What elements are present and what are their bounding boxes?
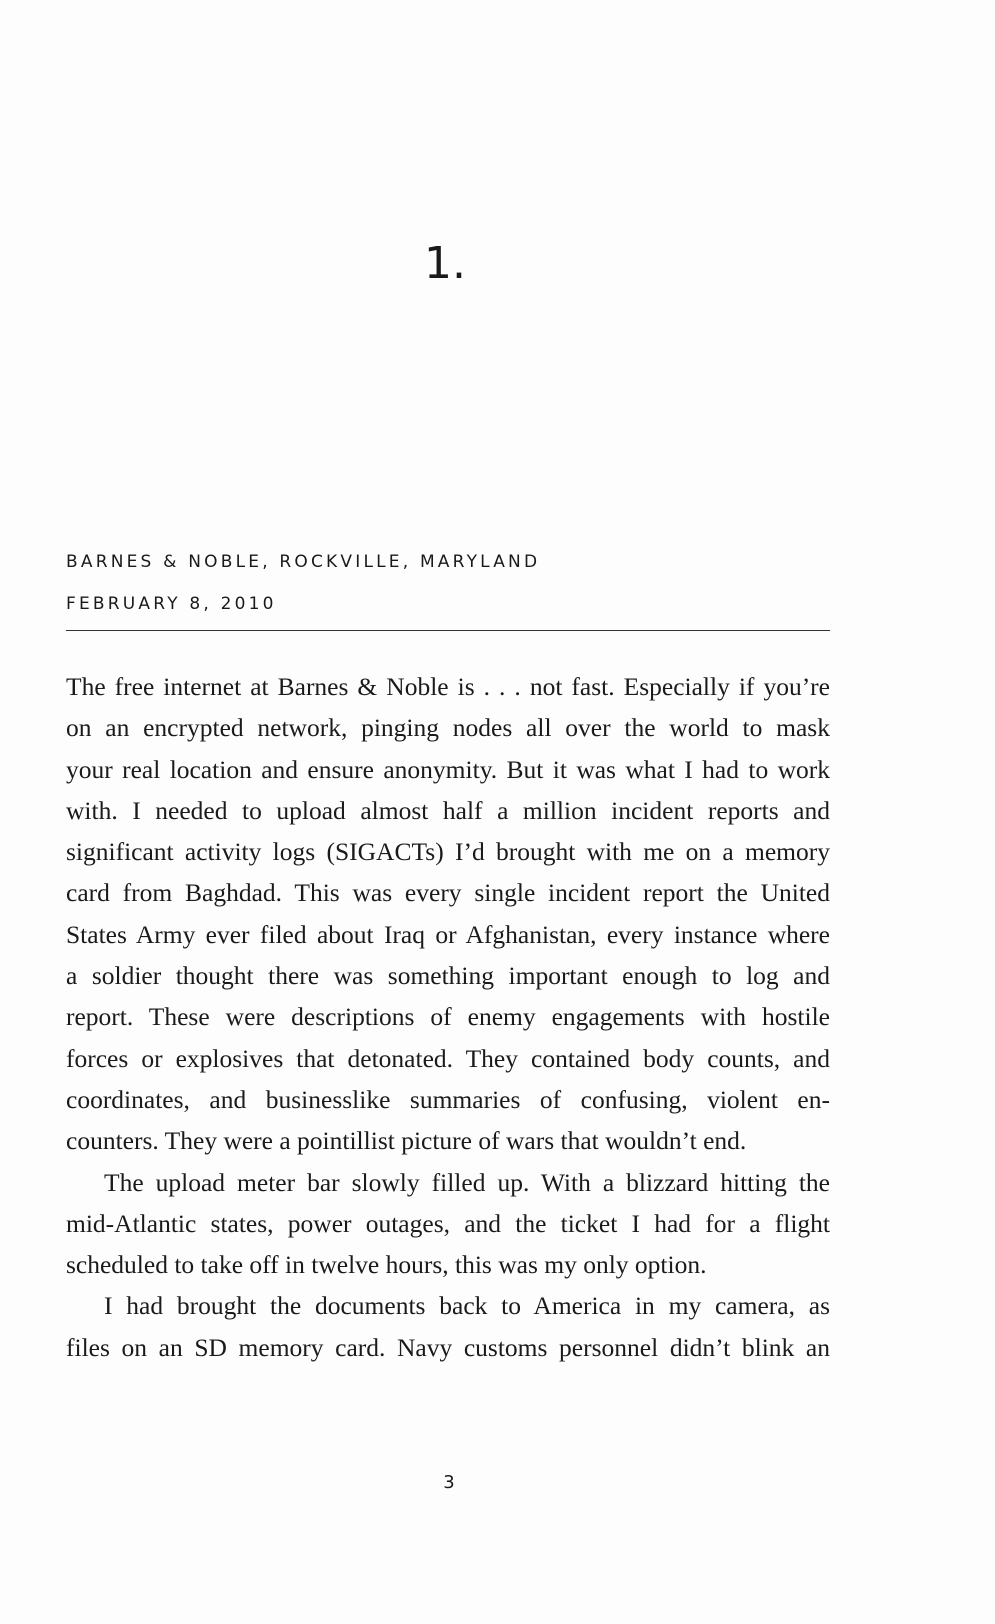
text-line: files on an SD memory card. Navy customs personnel didn’t blink an (66, 1332, 830, 1362)
text-line: a soldier thought there was something important enough to log and (66, 961, 830, 991)
text-line: The upload meter bar slowly filled up. With a blizzard hitting the (104, 1167, 830, 1197)
page-number: 3 (443, 1472, 455, 1493)
text-line: significant activity logs (SIGACTs) I’d brought with me on a memory (66, 837, 830, 867)
text-line: on an encrypted network, pinging nodes all over the world to mask (66, 713, 830, 743)
chapter-number: 1. (424, 238, 466, 289)
text-line: your real location and ensure anonymity. But it was what I had to work (66, 754, 830, 784)
paragraph-2 (66, 1162, 830, 1286)
text-line: forces or explosives that detonated. They contained body counts, and (66, 1043, 830, 1073)
text-line: scheduled to take off in twelve hours, this was my only option. (66, 1250, 707, 1280)
paragraph-1 (66, 666, 830, 1162)
text-line: I had brought the documents back to America in my camera, as (104, 1291, 830, 1321)
location-heading: BARNES & NOBLE, ROCKVILLE, MARYLAND (66, 552, 541, 572)
paragraph-3 (66, 1285, 830, 1368)
section-divider (66, 630, 830, 631)
body-text (66, 666, 830, 1368)
text-line: card from Baghdad. This was every single incident report the United (66, 878, 830, 908)
text-line: counters. They were a pointillist picture of wars that wouldn’t end. (66, 1126, 747, 1156)
text-line: The free internet at Barnes & Noble is . . . not fast. Especially if you’re (66, 672, 830, 701)
date-heading: FEBRUARY 8, 2010 (66, 594, 277, 614)
text-line: with. I needed to upload almost half a million incident reports and (66, 795, 830, 825)
text-line: mid-Atlantic states, power outages, and the ticket I had for a flight (66, 1208, 830, 1238)
text-line: States Army ever filed about Iraq or Afghanistan, every instance where (66, 919, 830, 949)
text-line: coordinates, and businesslike summaries of confusing, violent en- (66, 1084, 830, 1114)
text-line: report. These were descriptions of enemy engagements with hostile (66, 1002, 830, 1032)
